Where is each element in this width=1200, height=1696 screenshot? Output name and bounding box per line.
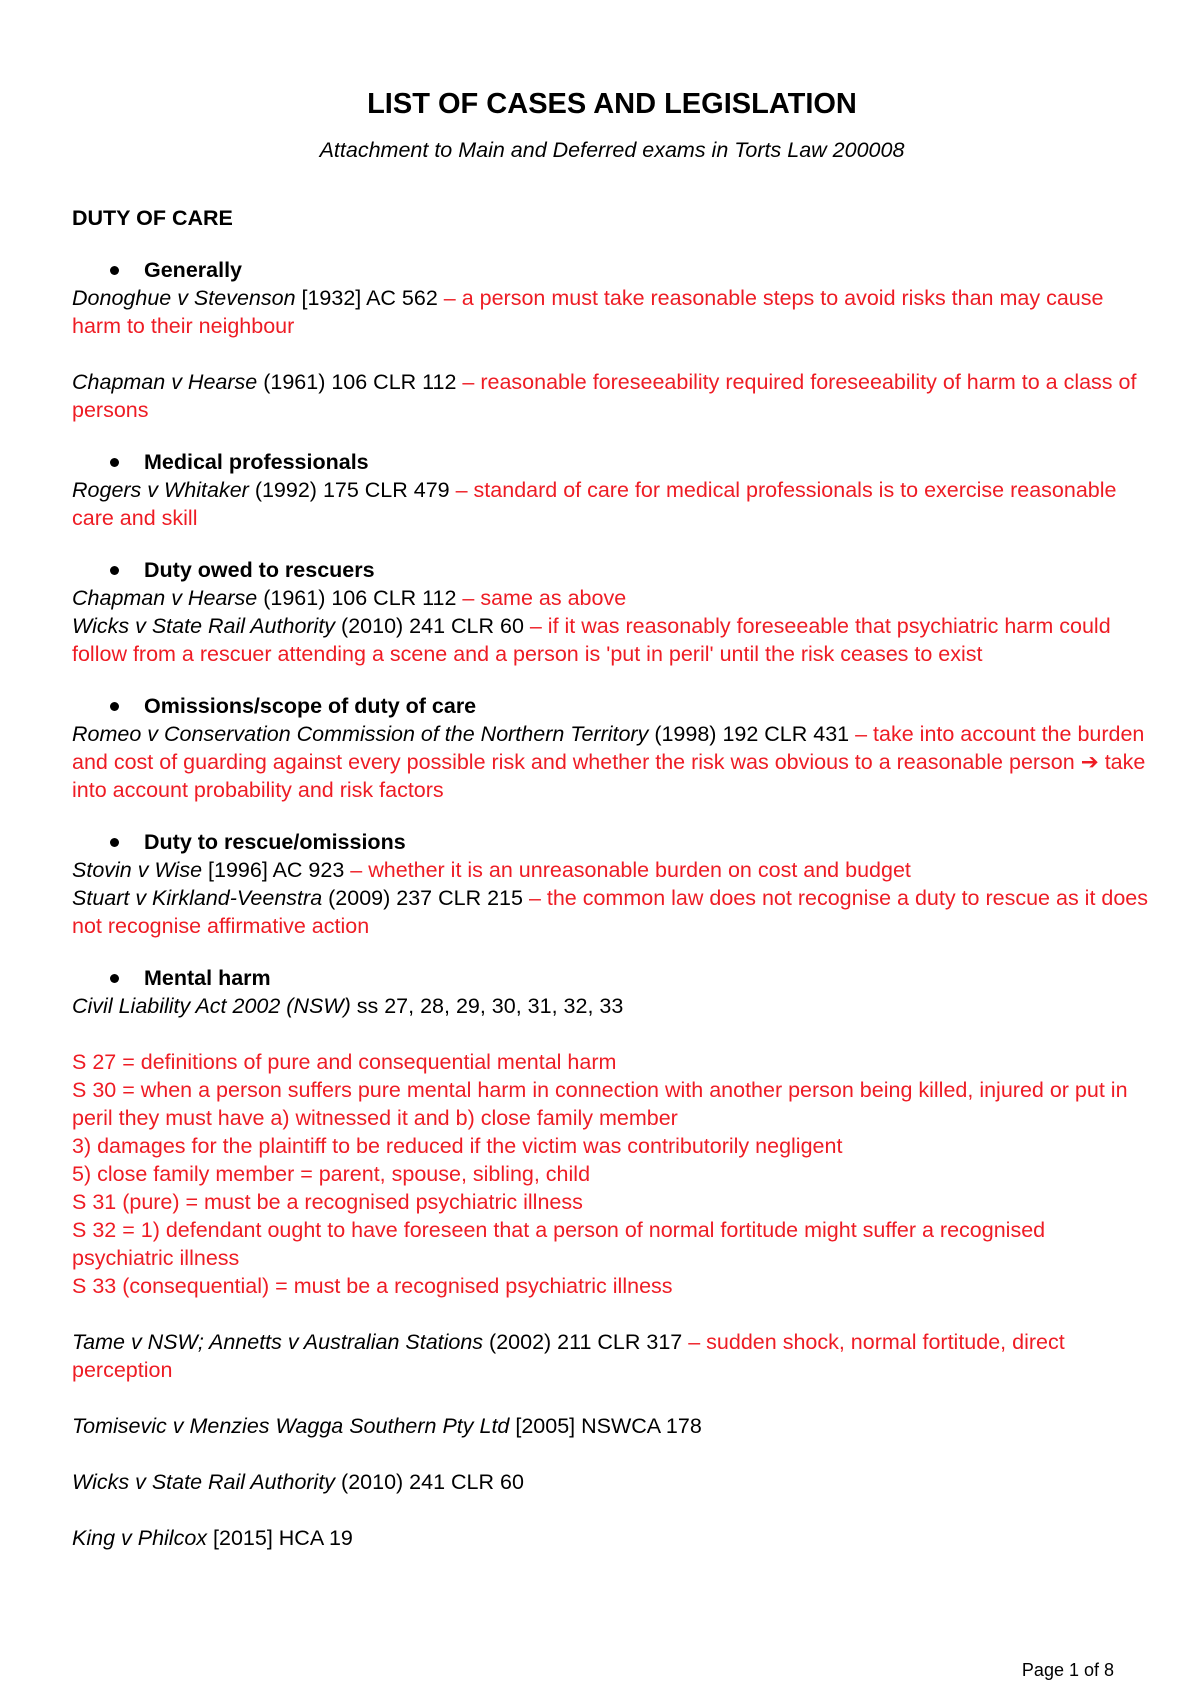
case-citation: [2015] HCA 19 bbox=[207, 1526, 353, 1550]
case-name: Stuart v Kirkland-Veenstra bbox=[72, 886, 323, 910]
legislation-entry bbox=[72, 992, 1152, 1020]
bullet-label: Duty owed to rescuers bbox=[144, 558, 375, 582]
case-entry bbox=[72, 884, 1152, 940]
bullet-icon bbox=[110, 266, 119, 275]
case-note-continued: take into account probability and risk factors bbox=[72, 750, 1146, 802]
case-note: – a person must take reasonable steps to avoid risks than may cause harm to their neighbour bbox=[72, 286, 1104, 338]
case-entry bbox=[72, 720, 1152, 804]
case-entry bbox=[72, 284, 1152, 340]
section-notes bbox=[72, 1048, 1152, 1300]
case-citation: (1961) 106 CLR 112 bbox=[257, 370, 463, 394]
bullet-label: Duty to rescue/omissions bbox=[144, 830, 406, 854]
bullet-label: Omissions/scope of duty of care bbox=[144, 694, 477, 718]
note-line: S 30 = when a person suffers pure mental harm in connection with another person being killed, injured or put in peril they must have a) witnessed it and b) close family member bbox=[72, 1078, 1128, 1130]
page-title: LIST OF CASES AND LEGISLATION bbox=[367, 88, 857, 120]
case-note: – reasonable foreseeability required foreseeability of harm to a class of persons bbox=[72, 370, 1137, 422]
case-citation: (2010) 241 CLR 60 bbox=[335, 614, 530, 638]
case-citation: (1961) 106 CLR 112 bbox=[257, 586, 463, 610]
bullet-medical-professionals bbox=[72, 448, 1152, 476]
note-line: S 27 = definitions of pure and consequential mental harm bbox=[72, 1050, 617, 1074]
bullet-label: Medical professionals bbox=[144, 450, 369, 474]
bullet-label: Mental harm bbox=[144, 966, 271, 990]
case-entry bbox=[72, 612, 1152, 668]
case-entry bbox=[72, 1524, 1152, 1552]
note-line: S 31 (pure) = must be a recognised psychiatric illness bbox=[72, 1190, 583, 1214]
case-name: Donoghue v Stevenson bbox=[72, 286, 296, 310]
act-name: Civil Liability Act 2002 (NSW) bbox=[72, 994, 351, 1018]
case-name: Wicks v State Rail Authority bbox=[72, 1470, 336, 1494]
case-name: Chapman v Hearse bbox=[72, 370, 258, 394]
bullet-icon bbox=[110, 566, 119, 575]
case-note: – the common law does not recognise a duty to rescue as it does not recognise affirmative action bbox=[72, 886, 1149, 938]
case-name: Rogers v Whitaker bbox=[72, 478, 249, 502]
case-citation: [2005] NSWCA 178 bbox=[509, 1414, 702, 1438]
case-citation: [1932] AC 562 bbox=[295, 286, 444, 310]
case-name: Tame v NSW; Annetts v Australian Stations bbox=[72, 1330, 484, 1354]
case-note: – same as above bbox=[462, 586, 627, 610]
case-note: – take into account the burden and cost of guarding against every possible risk and whether the risk was obvious to a reasonable person bbox=[72, 722, 1145, 774]
case-note: – standard of care for medical professionals is to exercise reasonable care and skill bbox=[72, 478, 1117, 530]
page-subtitle: Attachment to Main and Deferred exams in Torts Law 200008 bbox=[319, 138, 905, 162]
note-line: S 33 (consequential) = must be a recognised psychiatric illness bbox=[72, 1274, 673, 1298]
case-entry bbox=[72, 1468, 1152, 1496]
bullet-label: Generally bbox=[144, 258, 242, 282]
case-name: Stovin v Wise bbox=[72, 858, 203, 882]
bullet-mental-harm bbox=[72, 964, 1152, 992]
bullet-omissions-scope bbox=[72, 692, 1152, 720]
case-citation: (2010) 241 CLR 60 bbox=[335, 1470, 524, 1494]
note-line: 5) close family member = parent, spouse, sibling, child bbox=[72, 1162, 591, 1186]
section-heading: DUTY OF CARE bbox=[72, 206, 233, 230]
page-number: Page 1 of 8 bbox=[1021, 1660, 1114, 1680]
case-name: Chapman v Hearse bbox=[72, 586, 258, 610]
case-note: – if it was reasonably foreseeable that psychiatric harm could follow from a rescuer attending a scene and a person is 'put in peril' until the risk ceases to exist bbox=[72, 614, 1111, 666]
bullet-duty-owed-to-rescuers bbox=[72, 556, 1152, 584]
bullet-icon bbox=[110, 458, 119, 467]
case-note: – whether it is an unreasonable burden on cost and budget bbox=[350, 858, 911, 882]
case-citation: (1998) 192 CLR 431 bbox=[648, 722, 856, 746]
bullet-icon bbox=[110, 702, 119, 711]
bullet-icon bbox=[110, 974, 119, 983]
act-sections: ss 27, 28, 29, 30, 31, 32, 33 bbox=[350, 994, 624, 1018]
case-citation: (1992) 175 CLR 479 bbox=[248, 478, 456, 502]
case-note: – sudden shock, normal fortitude, direct perception bbox=[72, 1330, 1065, 1382]
bullet-generally bbox=[72, 256, 1152, 284]
case-citation: (2009) 237 CLR 215 bbox=[322, 886, 529, 910]
case-entry bbox=[72, 1412, 1152, 1440]
case-entry bbox=[72, 368, 1152, 424]
case-name: Wicks v State Rail Authority bbox=[72, 614, 336, 638]
case-entry bbox=[72, 856, 1152, 884]
case-citation: [1996] AC 923 bbox=[202, 858, 351, 882]
note-line: 3) damages for the plaintiff to be reduced if the victim was contributorily negligent bbox=[72, 1134, 843, 1158]
case-entry bbox=[72, 476, 1152, 532]
case-entry bbox=[72, 584, 1152, 612]
case-name: Tomisevic v Menzies Wagga Southern Pty Ltd bbox=[72, 1414, 510, 1438]
case-name: Romeo v Conservation Commission of the Northern Territory bbox=[72, 722, 649, 746]
note-line: S 32 = 1) defendant ought to have foreseen that a person of normal fortitude might suffer a recognised psychiatric illness bbox=[72, 1218, 1046, 1270]
bullet-icon bbox=[110, 838, 119, 847]
arrow-right-icon: ➔ bbox=[1080, 750, 1099, 774]
case-citation: (2002) 211 CLR 317 bbox=[483, 1330, 689, 1354]
bullet-duty-to-rescue bbox=[72, 828, 1152, 856]
case-entry bbox=[72, 1328, 1152, 1384]
page-content bbox=[72, 80, 1152, 1552]
case-name: King v Philcox bbox=[72, 1526, 208, 1550]
